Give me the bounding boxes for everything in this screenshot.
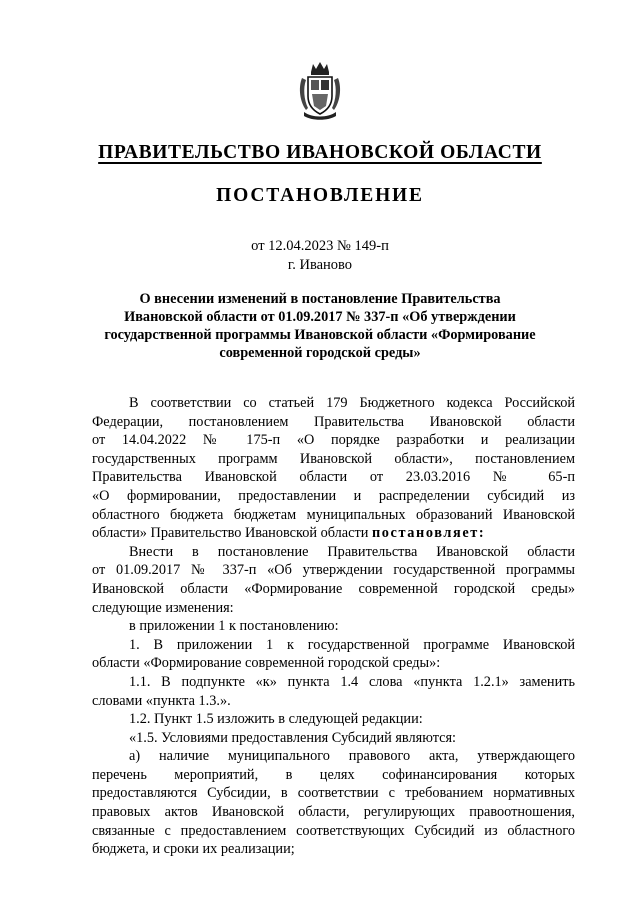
body-line: предоставляются Субсидии, в соответствии с требованием нормативных bbox=[92, 785, 575, 802]
body-line-resolution bbox=[92, 524, 575, 543]
body-line: В соответствии со статьей 179 Бюджетного кодекса Российской bbox=[129, 395, 575, 411]
body-line: Ивановской области «Формирование современной городской среды» bbox=[92, 580, 575, 597]
document-date-number: от 12.04.2023 № 149-п bbox=[251, 238, 389, 254]
body-line: от 01.09.2017 № 337-п «Об утверждении государственной программы bbox=[92, 562, 575, 579]
coat-of-arms-icon bbox=[298, 60, 342, 122]
document-subject bbox=[70, 290, 570, 362]
document-type-heading: ПОСТАНОВЛЕНИЕ bbox=[216, 185, 424, 206]
body-line: «1.5. Условиями предоставления Субсидий являются: bbox=[129, 729, 457, 746]
body-line: бюджета, и сроки их реализации; bbox=[92, 841, 295, 858]
body-line: 1.1. В подпункте «к» пункта 1.4 слова «пункта 1.2.1» заменить bbox=[129, 673, 575, 690]
organization-title: ПРАВИТЕЛЬСТВО ИВАНОВСКОЙ ОБЛАСТИ bbox=[98, 142, 542, 163]
body-line: правовых актов Ивановской области, регулирующих правоотношения, bbox=[92, 804, 575, 821]
body-line: области» Правительство Ивановской области bbox=[92, 525, 372, 542]
body-line: Федерации, постановлением Правительства Ивановской области bbox=[92, 413, 575, 430]
body-line: государственных программ Ивановской области», постановлением bbox=[92, 450, 575, 467]
body-line: связанные с предоставлением соответствующих Субсидий из областного bbox=[92, 822, 575, 839]
document-city: г. Иваново bbox=[287, 257, 353, 273]
body-line: 1.2. Пункт 1.5 изложить в следующей редакции: bbox=[129, 711, 423, 728]
subject-line: современной городской среды» bbox=[219, 345, 421, 361]
body-line: от 14.04.2022 № 175-п «О порядке разработки и реализации bbox=[92, 432, 575, 449]
body-line: 1. В приложении 1 к государственной программе Ивановской bbox=[129, 636, 575, 653]
body-line: «О формировании, предоставлении и распределении субсидий из bbox=[92, 487, 575, 504]
body-line: Правительства Ивановской области от 23.03.2016 № 65-п bbox=[92, 469, 575, 486]
subject-line: О внесении изменений в постановление Правительства bbox=[139, 291, 501, 307]
body-line: словами «пункта 1.3.». bbox=[92, 692, 231, 709]
body-line: перечень мероприятий, в целях софинансирования которых bbox=[92, 766, 575, 783]
subject-line: государственной программы Ивановской области «Формирование bbox=[104, 327, 536, 343]
body-line: Внести в постановление Правительства Ивановской области bbox=[129, 543, 575, 560]
body-line: следующие изменения: bbox=[92, 599, 234, 616]
body-line: областного бюджета бюджетам муниципальных образований Ивановской bbox=[92, 506, 575, 523]
resolves-word: постановляет: bbox=[371, 525, 486, 542]
subject-line: Ивановской области от 01.09.2017 № 337-п «Об утверждении bbox=[124, 309, 516, 325]
document-body bbox=[92, 394, 575, 859]
body-line: а) наличие муниципального правового акта, утверждающего bbox=[129, 748, 575, 765]
body-line: в приложении 1 к постановлению: bbox=[129, 618, 339, 635]
body-line: области «Формирование современной городской среды»: bbox=[92, 655, 441, 672]
